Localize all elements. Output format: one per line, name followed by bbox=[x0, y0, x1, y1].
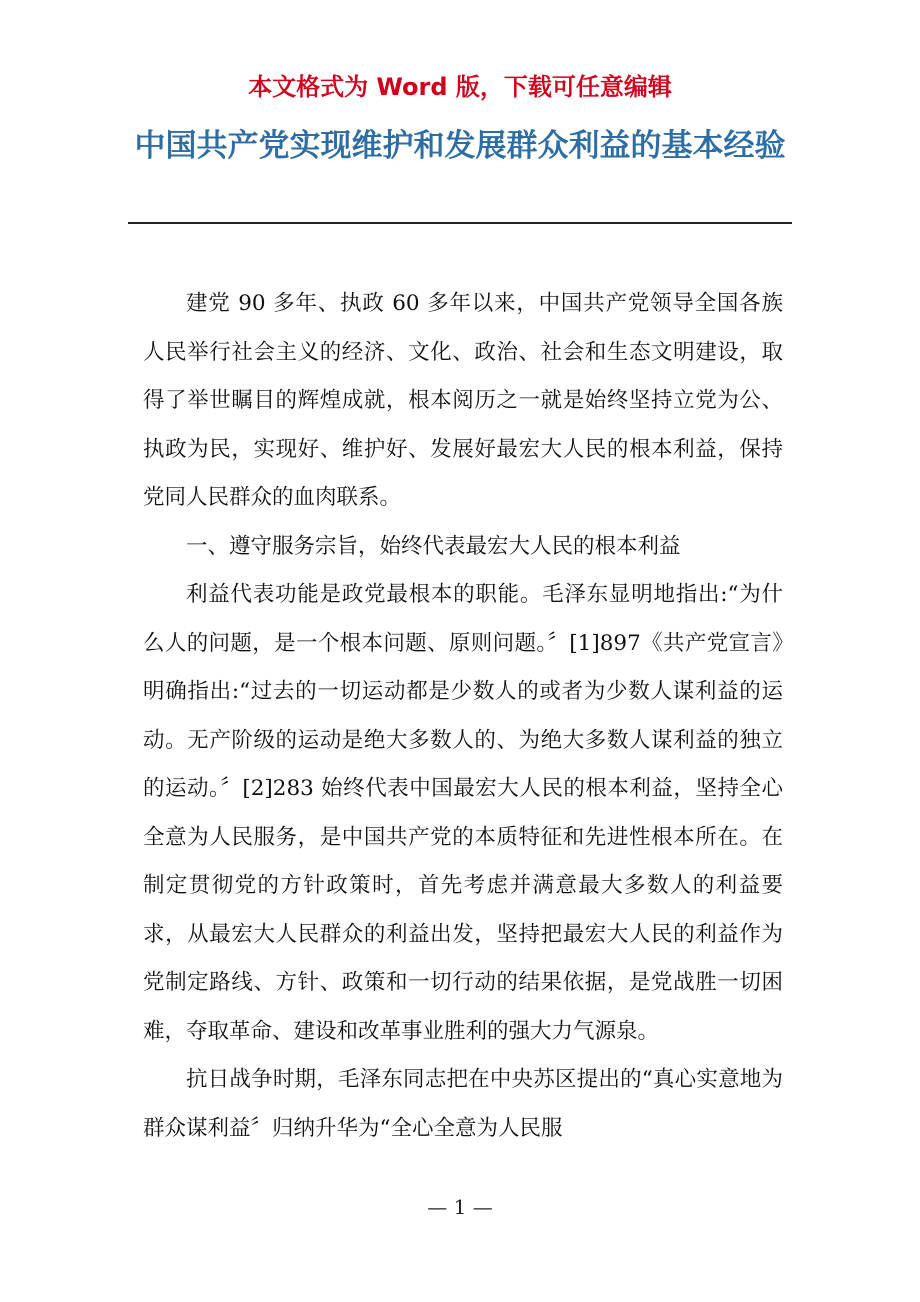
body-paragraph: 利益代表功能是政党最根本的职能。毛泽东显明地指出:“为什么人的问题，是一个根本问题、原则问题。〞[1]897《共产党宣言》明确指出:“过去的一切运动都是少数人的或者为少数人谋利益的运动。无产阶级的运动是绝大多数人的、为绝大多数人谋利益的独立的运动。〞[2]283 始终代表中国最宏大人民的根本利益，坚持全心全意为人民服务，是中国共产党的本质特征和先进性根本所在。在制定贯彻党的方针政策时，首先考虑并满意最大多数人的利益要求，从最宏大人民群众的利益出发，坚持把最宏大人民的利益作为党制定路线、方针、政策和一切行动的结果依据，是党战胜一切困难，夺取革命、建设和改革事业胜利的强大力气源泉。 bbox=[143, 582, 783, 1044]
body-paragraph: 建党 90 多年、执政 60 多年以来，中国共产党领导全国各族人民举行社会主义的经济、文化、政治、社会和生态文明建设，取得了举世瞩目的辉煌成就，根本阅历之一就是始终坚持立党为公、执政为民，实现好、维护好、发展好最宏大人民的根本利益，保持党同人民群众的血肉联系。 bbox=[143, 291, 783, 510]
document-body bbox=[143, 280, 783, 1153]
page-number: — 1 — bbox=[427, 1195, 493, 1219]
section-heading: 一、遵守服务宗旨，始终代表最宏大人民的根本利益 bbox=[186, 533, 681, 559]
document-title: 中国共产党实现维护和发展群众利益的基本经验 bbox=[134, 128, 786, 164]
word-format-notice: 本文格式为 Word 版，下载可任意编辑 bbox=[248, 73, 672, 101]
title-divider bbox=[128, 222, 792, 224]
body-paragraph: 抗日战争时期，毛泽东同志把在中央苏区提出的“真心实意地为群众谋利益〞归纳升华为“全心全意为人民服 bbox=[143, 1067, 783, 1141]
